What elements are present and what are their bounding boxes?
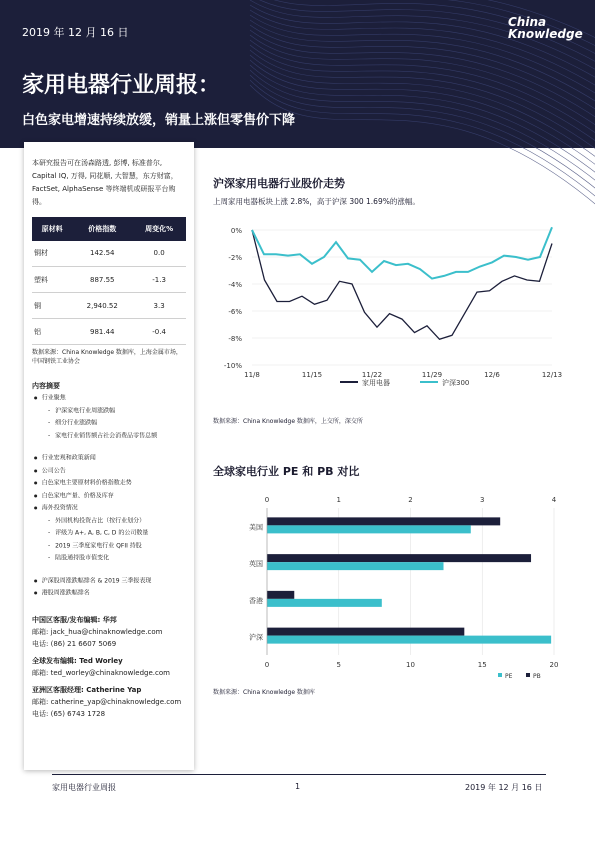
table-cell: -0.4	[132, 319, 186, 345]
toc-text: 外国机构投资占比（按行业划分）	[55, 517, 146, 524]
top-tick-label: 0	[264, 496, 270, 504]
chart2-source: 数据来源：China Knowledge 数据库	[213, 689, 315, 696]
toc-text: 行业聚焦	[41, 394, 66, 402]
contact-list	[32, 614, 186, 720]
top-tick-label: 2	[408, 496, 413, 504]
dash-icon: -	[48, 419, 53, 426]
legend-swatch	[526, 673, 530, 677]
toc-text: 白色家电产量、价格及库存	[41, 492, 114, 499]
dash-icon: -	[48, 554, 53, 561]
raw-material-table	[32, 217, 186, 345]
legend-swatch	[498, 673, 502, 677]
report-date: 2019 年 12 月 16 日	[22, 26, 129, 39]
toc-list	[32, 392, 186, 600]
section1-text: 上周家用电器板块上涨 2.8%，高于沪深 300 1.69%的涨幅。	[213, 197, 420, 206]
table-cell: 塑料	[32, 267, 72, 293]
dash-icon: -	[48, 516, 53, 524]
table-header: 周变化%	[132, 218, 186, 241]
toc-item	[32, 392, 186, 405]
toc-text: 沪深股周涨跌幅排名 & 2019 三季报表现	[41, 577, 152, 584]
bullet-dot-icon: ●	[34, 467, 39, 473]
header-wave-line	[250, 40, 595, 136]
bullet-dot-icon: ●	[34, 395, 39, 400]
y-tick-label: -2%	[228, 254, 242, 262]
section1-title: 沪深家用电器行业股价走势	[213, 177, 345, 190]
contact-block	[32, 614, 186, 650]
legend-label: PE	[505, 673, 513, 680]
dash-icon: -	[48, 541, 53, 549]
category-label: 英国	[249, 560, 263, 569]
series-line-csi300	[252, 227, 552, 278]
series-line-appliances	[252, 230, 552, 339]
toc-text: 港股周涨跌幅排名	[41, 589, 90, 597]
table-cell: 2,940.52	[72, 293, 132, 319]
y-tick-label: 0%	[230, 227, 242, 235]
bar-pb	[267, 554, 531, 562]
bullet-dot-icon: ●	[34, 455, 39, 460]
y-tick-label: -8%	[228, 335, 242, 343]
bar-pb	[267, 517, 500, 525]
table-row	[32, 319, 186, 345]
bottom-tick-label: 10	[406, 661, 415, 669]
report-subtitle: 白色家电增速持续放缓，销量上涨但零售价下降	[22, 113, 296, 128]
legend-label: PB	[533, 673, 541, 680]
x-tick-label: 12/6	[484, 371, 500, 379]
bullet-dot-icon: ●	[34, 492, 39, 498]
bullet-dot-icon: ●	[34, 577, 39, 583]
table-row	[32, 241, 186, 267]
x-tick-label: 11/15	[301, 371, 323, 379]
pe-pb-bar-chart	[210, 490, 565, 685]
table-header: 价格指数	[72, 218, 132, 241]
toc-text: 细分行业涨跌幅	[55, 419, 98, 427]
report-title: 家用电器行业周报：	[22, 73, 221, 98]
toc-subitem	[32, 417, 186, 430]
x-tick-label: 12/13	[541, 371, 563, 379]
header-wave-line	[250, 55, 595, 160]
dash-icon: -	[48, 529, 53, 536]
toc-item	[32, 490, 186, 503]
legend-label: 沪深300	[442, 379, 470, 387]
toc-text: 白色家电主要原材料价格指数走势	[41, 479, 132, 487]
dash-icon: -	[48, 406, 53, 414]
table-cell: -1.3	[132, 267, 186, 293]
toc-subitem	[32, 430, 186, 443]
toc-text: 陆股通持股市值变化	[55, 554, 110, 562]
toc-text: 评级为 A+, A, B, C, D 的公司数量	[55, 529, 149, 537]
toc-subitem	[32, 552, 186, 565]
logo-line-2: Knowledge	[508, 27, 583, 41]
toc-text: 公司公告	[41, 467, 66, 474]
bar-pe	[267, 599, 382, 607]
bullet-dot-icon: ●	[34, 590, 39, 595]
table-cell: 3.3	[132, 293, 186, 319]
table-row	[32, 267, 186, 293]
toc-item	[32, 502, 186, 515]
toc-item	[32, 452, 186, 465]
y-tick-label: -4%	[228, 281, 242, 289]
table-cell: 铝	[32, 319, 72, 345]
contact-email[interactable]: 邮箱: ted_worley@chinaknowledge.com	[32, 668, 170, 677]
toc-item	[32, 477, 186, 490]
bullet-dot-icon: ●	[34, 480, 39, 485]
table-cell: 铜	[32, 293, 72, 319]
contact-block	[32, 655, 186, 679]
footer-title: 家用电器行业周报	[52, 783, 116, 792]
header-wave-line	[250, 50, 595, 152]
stock-price-line-chart	[210, 220, 563, 395]
x-tick-label: 11/22	[361, 371, 383, 379]
contact-email[interactable]: 邮箱: catherine_yap@chinaknowledge.com	[32, 697, 182, 706]
intro-text: 本研究报告可在汤森路透, 彭博, 标准普尔, Capital IQ, 万得, 同花顺, 大智慧，东方财富，FactSet, AlphaSense 等终端机或研报平台购得。	[32, 159, 178, 206]
toc-text: 海外投资情况	[41, 504, 78, 512]
bottom-tick-label: 15	[477, 661, 487, 669]
bar-pe	[267, 636, 551, 644]
contact-role: 亚洲区客服经理: Catherine Yap	[32, 685, 142, 694]
table-cell: 0.0	[132, 241, 186, 267]
table-header: 原材料	[32, 218, 72, 241]
table-cell: 887.55	[72, 267, 132, 293]
logo-line-1: China	[508, 15, 547, 29]
toc-text: 家电行业销售额占社会消费品零售总额	[55, 432, 158, 439]
toc-text: 沪深家电行业周涨跌幅	[55, 407, 116, 414]
bottom-tick-label: 5	[336, 661, 341, 669]
toc-text: 行业宏观和政策新闻	[41, 454, 96, 462]
y-tick-label: -6%	[228, 308, 242, 316]
y-tick-label: -10%	[223, 362, 242, 370]
contact-role: 全球发布编辑: Ted Worley	[32, 656, 123, 665]
toc-subitem	[32, 405, 186, 418]
table-source: 数据来源：China Knowledge 数据库，上海金属市场，中国钢铁工业协会	[32, 349, 182, 365]
page-number: 1	[295, 782, 301, 791]
toc-spacer	[32, 442, 186, 452]
table-cell: 981.44	[72, 319, 132, 345]
chart1-source: 数据来源：China Knowledge 数据库，上交所，深交所	[213, 418, 363, 425]
china-knowledge-logo	[508, 16, 583, 40]
toc-spacer	[32, 565, 186, 575]
contact-role: 中国区客服/发布编辑: 华邦	[32, 615, 117, 624]
contact-phone: 电话: (65) 6743 1728	[32, 709, 106, 718]
section2-title: 全球家电行业 PE 和 PB 对比	[213, 465, 360, 478]
footer-divider	[52, 774, 546, 775]
category-label: 香港	[249, 596, 263, 605]
toc-item	[32, 587, 186, 600]
toc-item	[32, 575, 186, 588]
bullet-dot-icon: ●	[34, 505, 39, 510]
bottom-tick-label: 0	[264, 661, 270, 669]
toc-title: 内容摘要	[32, 382, 60, 390]
dash-icon: -	[48, 431, 53, 439]
toc-item	[32, 465, 186, 478]
category-label: 美国	[249, 523, 263, 532]
contact-block	[32, 684, 186, 720]
bar-pe	[267, 562, 444, 570]
bottom-tick-label: 20	[549, 661, 559, 669]
bar-pb	[267, 591, 294, 599]
toc-subitem	[32, 515, 186, 528]
table-cell: 铜材	[32, 241, 72, 267]
x-tick-label: 11/8	[244, 371, 260, 379]
bar-pe	[267, 525, 471, 533]
bar-pb	[267, 628, 464, 636]
top-tick-label: 1	[336, 496, 341, 504]
legend-label: 家用电器	[362, 379, 390, 387]
report-header	[0, 0, 595, 148]
top-tick-label: 4	[551, 496, 557, 504]
top-tick-label: 3	[480, 496, 485, 504]
x-tick-label: 11/29	[421, 371, 443, 379]
toc-subitem	[32, 527, 186, 540]
table-row	[32, 293, 186, 319]
toc-text: 2019 三季度家电行业 QFII 持股	[55, 542, 142, 549]
header-wave-line	[250, 27, 595, 120]
category-label: 沪深	[249, 633, 263, 642]
toc-subitem	[32, 540, 186, 553]
contact-phone: 电话: (86) 21 6607 5069	[32, 639, 117, 648]
header-wave-line	[250, 35, 595, 128]
table-cell: 142.54	[72, 241, 132, 267]
footer-date: 2019 年 12 月 16 日	[465, 783, 543, 792]
sidebar-panel	[24, 142, 194, 770]
contact-email[interactable]: 邮箱: jack_hua@chinaknowledge.com	[32, 627, 163, 636]
